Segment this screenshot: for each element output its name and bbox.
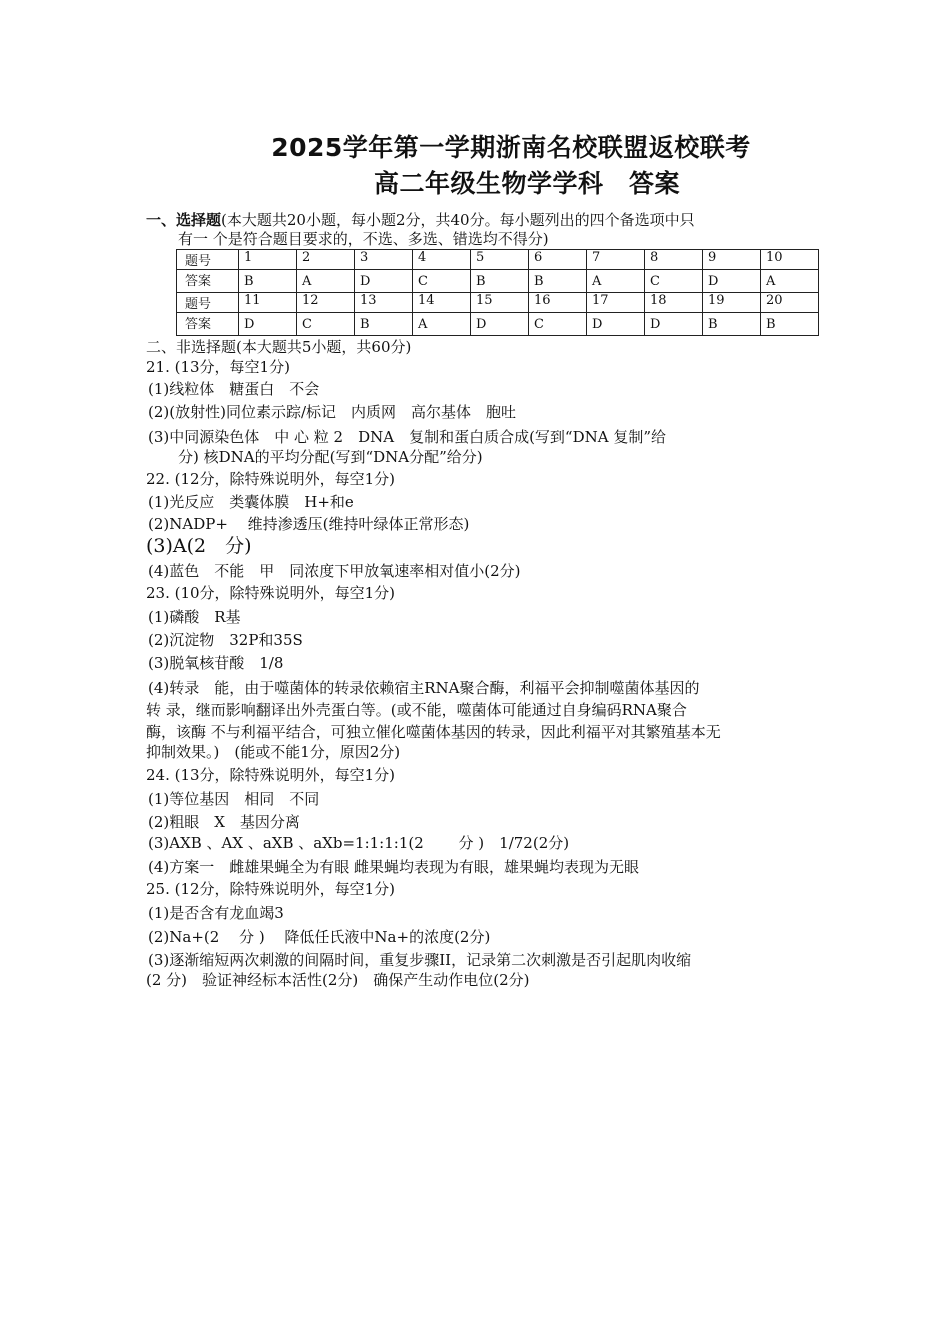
table-cell: 5 xyxy=(471,250,529,270)
answer-line: (4)转录 能，由于噬菌体的转录依赖宿主RNA聚合酶，利福平会抑制噬菌体基因的 xyxy=(148,679,700,697)
answer-line: (3)脱氧核苷酸 1/8 xyxy=(148,654,284,672)
table-cell: A xyxy=(297,270,355,293)
table-cell: 15 xyxy=(471,293,529,313)
table-cell: 6 xyxy=(529,250,587,270)
table-cell: 12 xyxy=(297,293,355,313)
answer-line: (3)AXB 、AX 、aXB 、aXb=1:1:1:1(2 分 ) 1/72(2分) xyxy=(148,834,570,852)
section1-description-cont: 有一 个是符合题目要求的，不选、多选、错选均不得分) xyxy=(178,230,549,248)
table-cell: D xyxy=(239,313,297,336)
answer-table xyxy=(176,249,819,336)
table-cell: B xyxy=(239,270,297,293)
table-cell: 10 xyxy=(761,250,819,270)
answer-line: 二、非选择题(本大题共5小题，共60分) xyxy=(146,338,412,356)
answer-line: (1)等位基因 相同 不同 xyxy=(148,790,320,808)
table-cell: B xyxy=(761,313,819,336)
answer-line: 25. (12分，除特殊说明外，每空1分) xyxy=(146,880,395,898)
table-row xyxy=(177,250,819,270)
document-subtitle: 高二年级生物学学科 答案 xyxy=(373,169,680,198)
answer-line: (1)是否含有龙血竭3 xyxy=(148,904,284,922)
table-cell: 4 xyxy=(413,250,471,270)
table-cell: C xyxy=(413,270,471,293)
table-cell: 16 xyxy=(529,293,587,313)
answer-line: 23. (10分，除特殊说明外，每空1分) xyxy=(146,584,395,602)
table-cell: B xyxy=(529,270,587,293)
table-cell: A xyxy=(761,270,819,293)
table-cell: A xyxy=(587,270,645,293)
answer-line: 酶，该酶 不与利福平结合，可独立催化噬菌体基因的转录，因此利福平对其繁殖基本无 xyxy=(146,723,721,741)
answer-line: (3)A(2 分) xyxy=(146,535,252,557)
answer-line: (1)磷酸 R基 xyxy=(148,608,241,626)
table-cell: D xyxy=(355,270,413,293)
table-cell: 11 xyxy=(239,293,297,313)
answer-line: 转 录，继而影响翻译出外壳蛋白等。(或不能，噬菌体可能通过自身编码RNA聚合 xyxy=(146,701,687,719)
table-cell: C xyxy=(297,313,355,336)
table-cell: D xyxy=(645,313,703,336)
section1-heading-line xyxy=(146,210,695,230)
section1-heading: 一、选择题 xyxy=(146,211,222,229)
answer-line: (3)逐渐缩短两次刺激的间隔时间，重复步骤II，记录第二次刺激是否引起肌肉收缩 xyxy=(148,951,692,969)
table-cell: 9 xyxy=(703,250,761,270)
table-row-header: 题号 xyxy=(177,250,239,270)
table-cell: 19 xyxy=(703,293,761,313)
table-cell: 18 xyxy=(645,293,703,313)
table-row-header: 答案 xyxy=(177,313,239,336)
table-cell: 3 xyxy=(355,250,413,270)
table-cell: A xyxy=(413,313,471,336)
table-cell: B xyxy=(355,313,413,336)
table-cell: 14 xyxy=(413,293,471,313)
table-row xyxy=(177,293,819,313)
table-cell: 2 xyxy=(297,250,355,270)
table-cell: 8 xyxy=(645,250,703,270)
section1-description: (本大题共20小题，每小题2分，共40分。每小题列出的四个备选项中只 xyxy=(221,211,695,229)
table-cell: D xyxy=(703,270,761,293)
table-cell: 7 xyxy=(587,250,645,270)
answer-line: (2 分) 验证神经标本活性(2分) 确保产生动作电位(2分) xyxy=(146,971,530,989)
answer-line: (2)Na+(2 分 ) 降低任氏液中Na+的浓度(2分) xyxy=(148,928,491,946)
answer-line: (2)粗眼 X 基因分离 xyxy=(148,813,300,831)
answer-line: (1)光反应 类囊体膜 H+和e xyxy=(148,493,354,511)
answer-line: (4)蓝色 不能 甲 同浓度下甲放氧速率相对值小(2分) xyxy=(148,562,521,580)
table-row xyxy=(177,270,819,293)
answer-line: 22. (12分，除特殊说明外，每空1分) xyxy=(146,470,395,488)
answer-line: 21. (13分，每空1分) xyxy=(146,358,290,376)
answer-line: (2)沉淀物 32P和35S xyxy=(148,631,303,649)
table-cell: D xyxy=(471,313,529,336)
table-row xyxy=(177,313,819,336)
answer-line: (3)中同源染色体 中 心 粒 2 DNA 复制和蛋白质合成(写到“DNA 复制”给 xyxy=(148,428,667,446)
answer-line: (4)方案一 雌雄果蝇全为有眼 雌果蝇均表现为有眼，雄果蝇均表现为无眼 xyxy=(148,858,640,876)
table-cell: 13 xyxy=(355,293,413,313)
table-cell: C xyxy=(645,270,703,293)
table-row-header: 答案 xyxy=(177,270,239,293)
answer-line: 抑制效果。) (能或不能1分，原因2分) xyxy=(146,743,401,761)
table-cell: 17 xyxy=(587,293,645,313)
table-row-header: 题号 xyxy=(177,293,239,313)
answer-line: (2)NADP+ 维持渗透压(维持叶绿体正常形态) xyxy=(148,515,470,533)
answer-line: 分) 核DNA的平均分配(写到“DNA分配”给分) xyxy=(148,448,483,466)
table-cell: 20 xyxy=(761,293,819,313)
answer-line: (1)线粒体 糖蛋白 不会 xyxy=(148,380,320,398)
answer-line: (2)(放射性)同位素示踪/标记 内质网 高尔基体 胞吐 xyxy=(148,403,517,421)
table-cell: B xyxy=(471,270,529,293)
answer-line: 24. (13分，除特殊说明外，每空1分) xyxy=(146,766,395,784)
table-cell: D xyxy=(587,313,645,336)
table-cell: B xyxy=(703,313,761,336)
document-title: 2025学年第一学期浙南名校联盟返校联考 xyxy=(271,133,751,162)
table-cell: 1 xyxy=(239,250,297,270)
table-cell: C xyxy=(529,313,587,336)
